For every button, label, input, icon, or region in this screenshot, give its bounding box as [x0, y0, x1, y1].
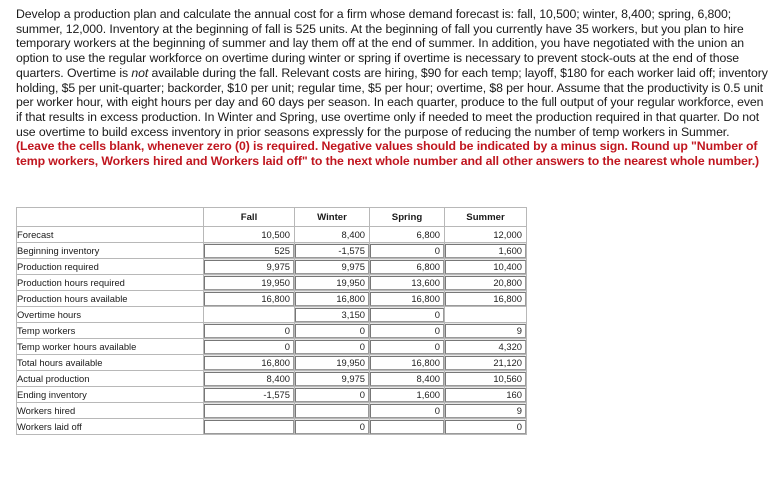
- answer-cell: [295, 275, 370, 291]
- answer-input-summer[interactable]: 1,600: [445, 244, 526, 258]
- answer-input-fall[interactable]: 525: [204, 244, 294, 258]
- header-winter: Winter: [295, 208, 370, 227]
- header-spring: Spring: [370, 208, 445, 227]
- answer-cell: [445, 419, 527, 435]
- answer-cell: [370, 339, 445, 355]
- answer-cell: [204, 291, 295, 307]
- answer-input-summer[interactable]: 21,120: [445, 356, 526, 370]
- answer-input-spring[interactable]: 1,600: [370, 388, 444, 402]
- answer-cell: [445, 387, 527, 403]
- answer-cell: [445, 291, 527, 307]
- answer-input-winter[interactable]: 9,975: [295, 372, 369, 386]
- answer-cell: [295, 291, 370, 307]
- row-label: Beginning inventory: [17, 243, 204, 259]
- answer-cell: [370, 323, 445, 339]
- row-label: Actual production: [17, 371, 204, 387]
- answer-input-winter[interactable]: 0: [295, 420, 369, 434]
- row-label: Forecast: [17, 227, 204, 243]
- answer-input-spring[interactable]: 0: [370, 324, 444, 338]
- answer-input-winter[interactable]: 0: [295, 388, 369, 402]
- table-row: [17, 403, 527, 419]
- answer-input-fall[interactable]: 0: [204, 324, 294, 338]
- answer-cell: [370, 371, 445, 387]
- answer-input-summer[interactable]: 20,800: [445, 276, 526, 290]
- answer-cell: [445, 339, 527, 355]
- answer-input-winter[interactable]: 0: [295, 324, 369, 338]
- answer-input-fall[interactable]: 16,800: [204, 292, 294, 306]
- answer-cell: [204, 275, 295, 291]
- answer-input-summer[interactable]: 160: [445, 388, 526, 402]
- answer-cell: [445, 259, 527, 275]
- answer-input-fall[interactable]: 9,975: [204, 260, 294, 274]
- answer-input-spring[interactable]: 16,800: [370, 292, 444, 306]
- answer-cell: [445, 275, 527, 291]
- answer-cell: [370, 307, 445, 323]
- answer-cell: [295, 419, 370, 435]
- answer-cell: [295, 387, 370, 403]
- table-body: [17, 227, 527, 435]
- answer-cell: [370, 355, 445, 371]
- answer-cell: [445, 243, 527, 259]
- empty-cell: [445, 307, 527, 323]
- answer-input-winter[interactable]: 16,800: [295, 292, 369, 306]
- answer-cell: [295, 259, 370, 275]
- answer-instructions: (Leave the cells blank, whenever zero (0) is required. Negative values should be indicated by a minus sign. Round up "Number of temp workers, Workers hired and Workers laid off" to the next whole number and all other answers to the nearest whole number.): [16, 139, 760, 169]
- answer-cell: [370, 387, 445, 403]
- answer-input-spring[interactable]: 0: [370, 244, 444, 258]
- answer-input-spring[interactable]: 8,400: [370, 372, 444, 386]
- production-plan-table: [16, 207, 527, 435]
- answer-cell: [204, 339, 295, 355]
- table-row: [17, 371, 527, 387]
- answer-input-summer[interactable]: 10,400: [445, 260, 526, 274]
- answer-input-spring[interactable]: 6,800: [370, 260, 444, 274]
- answer-cell: [204, 387, 295, 403]
- answer-cell: [370, 419, 445, 435]
- header-summer: Summer: [445, 208, 527, 227]
- answer-cell: [204, 419, 295, 435]
- answer-cell: [295, 355, 370, 371]
- table-row: [17, 307, 527, 323]
- answer-cell: [445, 371, 527, 387]
- answer-cell: [370, 403, 445, 419]
- answer-input-fall[interactable]: [204, 420, 294, 434]
- answer-input-winter[interactable]: 19,950: [295, 276, 369, 290]
- empty-cell: [204, 307, 295, 323]
- answer-input-winter[interactable]: 3,150: [295, 308, 369, 322]
- forecast-spring-value: 6,800: [370, 227, 445, 243]
- answer-cell: [370, 259, 445, 275]
- row-label: Temp worker hours available: [17, 339, 204, 355]
- answer-input-summer[interactable]: 9: [445, 324, 526, 338]
- table-row: [17, 355, 527, 371]
- table-header-row: [17, 208, 527, 227]
- answer-cell: [204, 355, 295, 371]
- row-label: Production hours available: [17, 291, 204, 307]
- answer-input-summer[interactable]: 9: [445, 404, 526, 418]
- answer-input-winter[interactable]: [295, 404, 369, 418]
- answer-cell: [370, 275, 445, 291]
- row-label: Production hours required: [17, 275, 204, 291]
- answer-input-winter[interactable]: 0: [295, 340, 369, 354]
- table-row: [17, 339, 527, 355]
- answer-cell: [445, 323, 527, 339]
- row-label: Production required: [17, 259, 204, 275]
- answer-cell: [204, 403, 295, 419]
- answer-input-fall[interactable]: -1,575: [204, 388, 294, 402]
- answer-cell: [204, 259, 295, 275]
- table-row: [17, 227, 527, 243]
- row-label: Overtime hours: [17, 307, 204, 323]
- answer-input-summer[interactable]: 16,800: [445, 292, 526, 306]
- answer-input-winter[interactable]: -1,575: [295, 244, 369, 258]
- answer-cell: [445, 355, 527, 371]
- table-row: [17, 259, 527, 275]
- answer-input-spring[interactable]: [370, 420, 444, 434]
- row-label: Temp workers: [17, 323, 204, 339]
- table-row: [17, 243, 527, 259]
- answer-input-spring[interactable]: 13,600: [370, 276, 444, 290]
- header-corner: [17, 208, 204, 227]
- row-label: Workers hired: [17, 403, 204, 419]
- answer-cell: [445, 403, 527, 419]
- answer-cell: [370, 243, 445, 259]
- forecast-fall-value: 10,500: [204, 227, 295, 243]
- answer-cell: [295, 371, 370, 387]
- forecast-summer-value: 12,000: [445, 227, 527, 243]
- table-row: [17, 275, 527, 291]
- answer-input-spring[interactable]: 0: [370, 340, 444, 354]
- answer-input-summer[interactable]: 10,560: [445, 372, 526, 386]
- answer-input-fall[interactable]: 16,800: [204, 356, 294, 370]
- table-row: [17, 291, 527, 307]
- answer-input-fall[interactable]: 19,950: [204, 276, 294, 290]
- row-label: Ending inventory: [17, 387, 204, 403]
- answer-cell: [295, 323, 370, 339]
- answer-input-winter[interactable]: 19,950: [295, 356, 369, 370]
- answer-input-summer[interactable]: 0: [445, 420, 526, 434]
- answer-cell: [204, 371, 295, 387]
- table-row: [17, 419, 527, 435]
- table-row: [17, 323, 527, 339]
- problem-statement: [16, 7, 768, 169]
- table-row: [17, 387, 527, 403]
- answer-input-spring[interactable]: 0: [370, 404, 444, 418]
- answer-input-fall[interactable]: 8,400: [204, 372, 294, 386]
- answer-cell: [370, 291, 445, 307]
- answer-input-spring[interactable]: 16,800: [370, 356, 444, 370]
- answer-cell: [295, 403, 370, 419]
- header-fall: Fall: [204, 208, 295, 227]
- problem-text: [16, 7, 768, 169]
- answer-input-summer[interactable]: 4,320: [445, 340, 526, 354]
- answer-input-fall[interactable]: [204, 404, 294, 418]
- answer-input-fall[interactable]: 0: [204, 340, 294, 354]
- row-label: Total hours available: [17, 355, 204, 371]
- problem-text-part2: available during the fall. Relevant costs are hiring, $90 for each temp; layoff, $180 for each worker laid off; inventory holding, $5 per unit-quarter; backorder, $10 per unit; regular time, $5 per hour; overtime, $8 per hour. Assume that the productivity is 0.5 unit per worker hour, with eight hours per day and 60 days per season. In each quarter, produce to the full output of your regular workforce, even if that results in excess production. In Winter and Spring, use overtime only if needed to meet the production required in that quarter. Do not use overtime to build excess inventory in prior seasons expressly for the purpose of reducing the number of temp workers in Summer.: [16, 65, 768, 139]
- answer-cell: [295, 339, 370, 355]
- answer-cell: [204, 323, 295, 339]
- forecast-winter-value: 8,400: [295, 227, 370, 243]
- answer-cell: [204, 243, 295, 259]
- answer-cell: [295, 307, 370, 323]
- row-label: Workers laid off: [17, 419, 204, 435]
- problem-text-emphasis: not: [131, 65, 149, 80]
- answer-input-winter[interactable]: 9,975: [295, 260, 369, 274]
- answer-cell: [295, 243, 370, 259]
- problem-text-part1: Develop a production plan and calculate the annual cost for a firm whose demand forecast is: fall, 10,500; winter, 8,400; spring, 6,800; summer, 12,000. Inventory at the beginning of fall is 525 units. At the beginning of fall you currently have 35 workers, but you plan to hire temporary workers at the beginning of summer and lay them off at the end of summer. In addition, you have negotiated with the union an option to use the regular workforce on overtime during winter or spring if overtime is necessary to prevent stock-outs at the end of those quarters. Overtime is: [16, 7, 745, 80]
- answer-input-spring[interactable]: 0: [370, 308, 444, 322]
